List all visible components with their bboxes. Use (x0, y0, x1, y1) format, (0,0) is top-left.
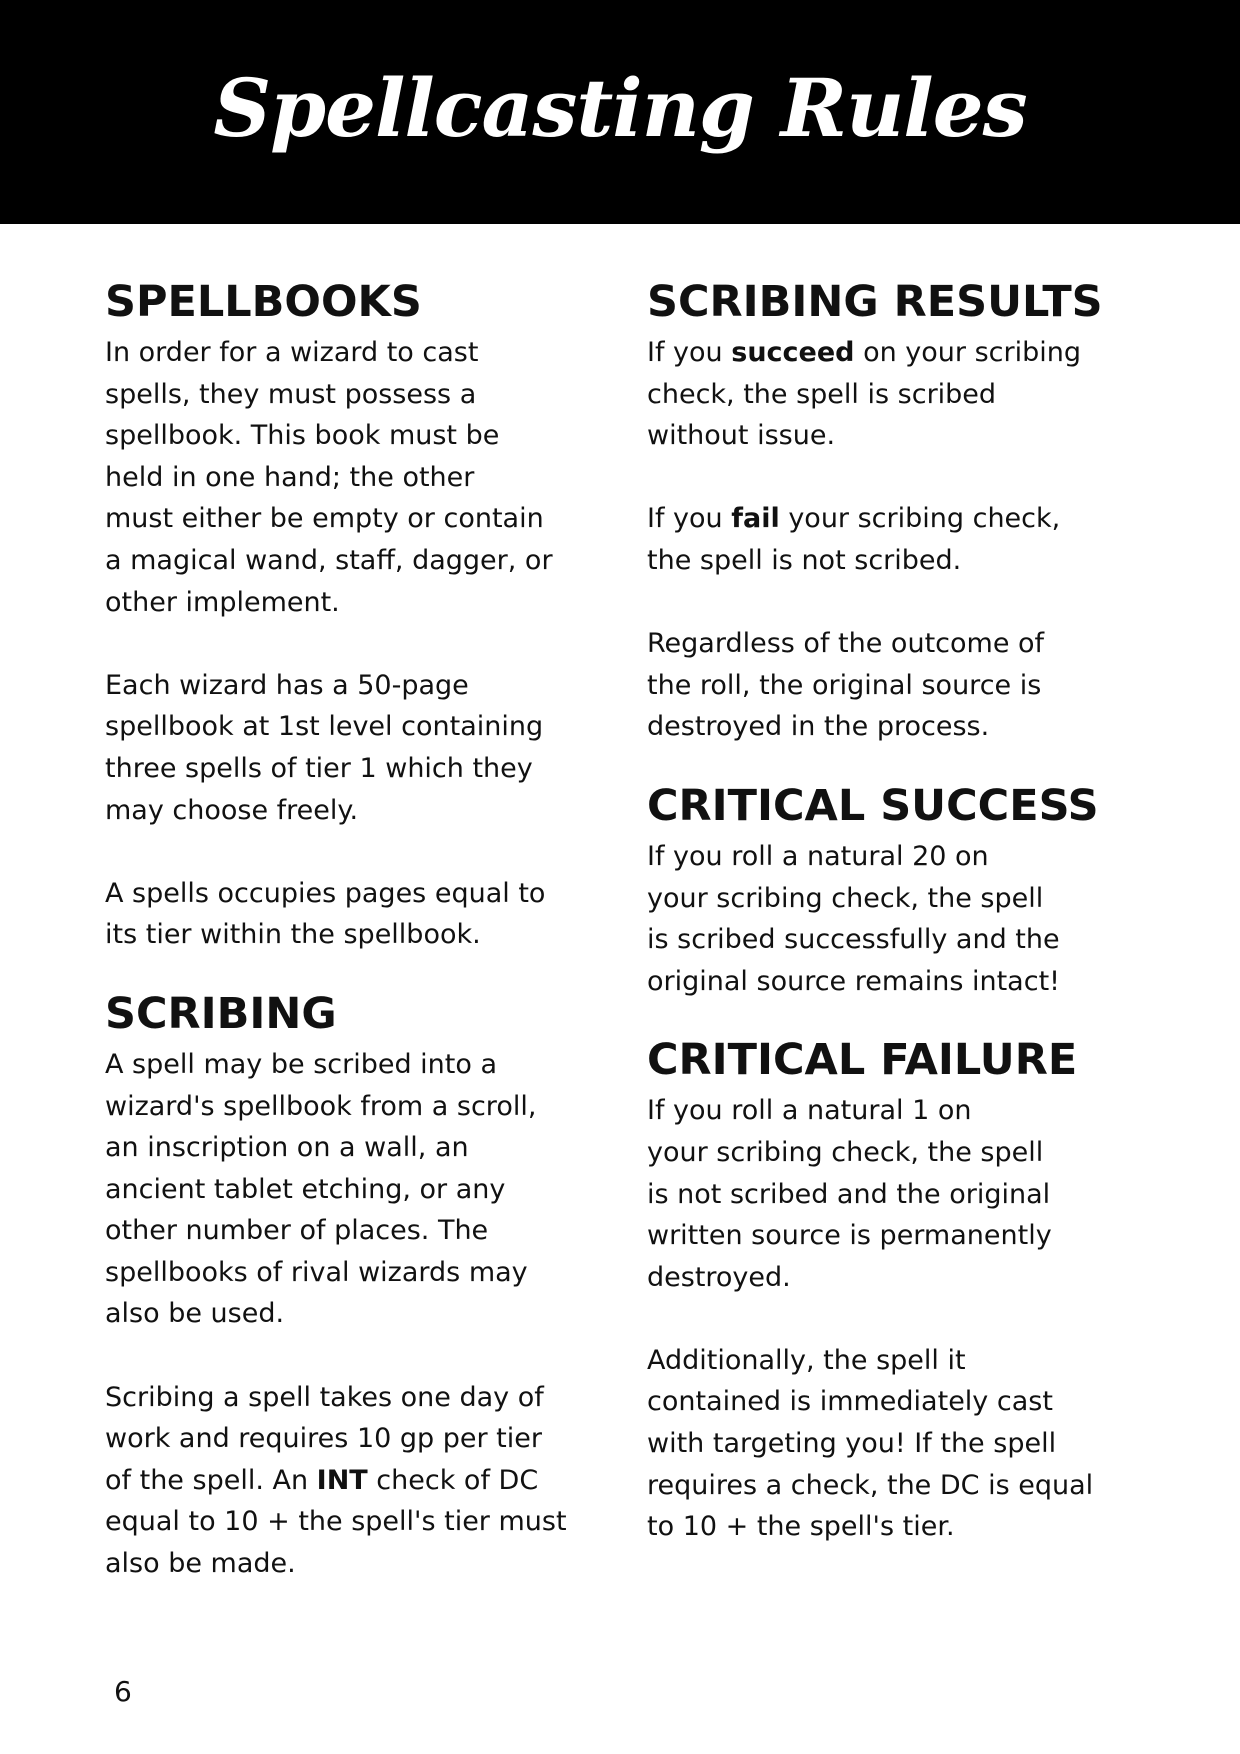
section-heading-critical-failure: CRITICAL FAILURE (647, 1035, 1078, 1086)
bold-term-succeed: succeed (731, 337, 855, 368)
scribing-paragraph: A spell may be scribed into a wizard's spellbook from a scroll, an inscription on a wall, an ancient tablet etching, or any other number of places. The spellbooks of rival wizards may also be used. (105, 1048, 537, 1330)
scribing-success-paragraph (647, 332, 1147, 457)
spellbooks-paragraph: A spells occupies pages equal to its tier within the spellbook. (105, 877, 546, 951)
section-critical-failure (647, 1030, 1147, 1548)
scribing-cost-paragraph (105, 1377, 605, 1585)
text-run: your scribing check, the spell is not scribed. (647, 503, 1061, 576)
section-critical-success (647, 776, 1147, 1002)
critical-success-paragraph: If you roll a natural 20 on your scribing check, the spell is scribed successfully and the original source remains intact! (647, 840, 1060, 997)
section-heading-critical-success: CRITICAL SUCCESS (647, 780, 1099, 831)
text-run: check of DC equal to 10 + the spell's tier must also be made. (105, 1464, 567, 1580)
critical-failure-paragraph: If you roll a natural 1 on your scribing check, the spell is not scribed and the original written source is permanently destroyed. (647, 1095, 1052, 1293)
bold-term-fail: fail (731, 503, 780, 535)
scribing-regardless-paragraph: Regardless of the outcome of the roll, the original source is destroyed in the process. (647, 628, 1045, 743)
text-run: If you (647, 503, 732, 535)
section-heading-spellbooks: SPELLBOOKS (105, 277, 422, 327)
text-run: If you (647, 337, 732, 368)
scribing-fail-paragraph (647, 498, 1147, 581)
text-run: Scribing a spell takes one day of work and requires 10 gp per tier of the spell. An (105, 1381, 544, 1496)
section-heading-scribing-results: SCRIBING RESULTS (647, 277, 1103, 327)
section-scribing (105, 984, 605, 1585)
text-run: on your scribing check, the spell is scribed without issue. (647, 337, 1082, 452)
header-banner (0, 0, 1240, 224)
spellbooks-paragraph: Each wizard has a 50-page spellbook at 1st level containing three spells of tier 1 which they may choose freely. (105, 669, 544, 826)
left-column (105, 272, 605, 1585)
section-scribing-results (647, 272, 1147, 748)
page-title: Spellcasting Rules (213, 61, 1027, 155)
right-column (647, 272, 1147, 1548)
page-number: 6 (114, 1675, 132, 1708)
spellbooks-paragraph: In order for a wizard to cast spells, they must possess a spellbook. This book must be held in one hand; the other must either be empty or contain a magical wand, staff, dagger, or other implement. (105, 337, 553, 618)
bold-term-int: INT (316, 1464, 368, 1496)
section-heading-scribing: SCRIBING (105, 988, 337, 1039)
critical-failure-paragraph: Additionally, the spell it contained is immediately cast with targeting you! If the spell requires a check, the DC is equal to 10 + the spell's tier. (647, 1344, 1094, 1543)
section-spellbooks (105, 272, 605, 956)
